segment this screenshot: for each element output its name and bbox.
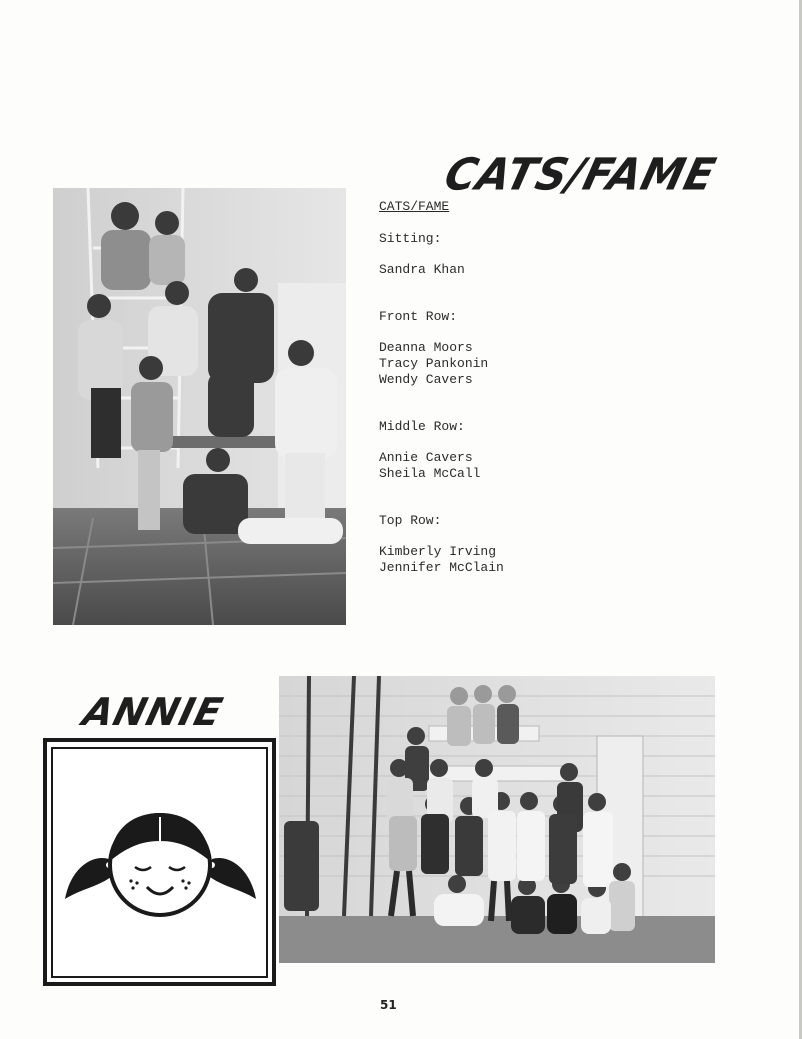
- cats-fame-photo: [53, 188, 346, 625]
- cast-list: [379, 199, 579, 607]
- cast-member: Annie Cavers: [379, 450, 473, 465]
- group-label: Sitting:: [379, 231, 442, 246]
- annie-illustration-inner-border: [51, 747, 268, 978]
- cast-member: Wendy Cavers: [379, 372, 473, 387]
- cast-member: Jennifer McClain: [379, 560, 504, 575]
- cast-list-title: CATS/FAME: [379, 199, 450, 214]
- annie-heading: ANNIE: [78, 690, 228, 734]
- cats-fame-heading: CATS/FAME: [439, 148, 722, 201]
- page-number: 51: [380, 998, 397, 1012]
- annie-illustration-frame: [43, 738, 276, 986]
- cast-group-sitting: [379, 231, 579, 278]
- cast-member: Deanna Moors: [379, 340, 473, 355]
- annie-face-icon: [53, 749, 268, 978]
- annie-cast-photo: [279, 676, 715, 963]
- cast-member: Sheila McCall: [379, 466, 481, 481]
- cast-member: Kimberly Irving: [379, 544, 497, 559]
- group-label: Middle Row:: [379, 419, 465, 434]
- group-label: Front Row:: [379, 309, 458, 324]
- cast-group-front-row: [379, 309, 579, 388]
- cast-member: Sandra Khan: [379, 262, 465, 277]
- cast-member: Tracy Pankonin: [379, 356, 489, 371]
- cast-group-top-row: [379, 513, 579, 576]
- group-label: Top Row:: [379, 513, 442, 528]
- cast-group-middle-row: [379, 419, 579, 482]
